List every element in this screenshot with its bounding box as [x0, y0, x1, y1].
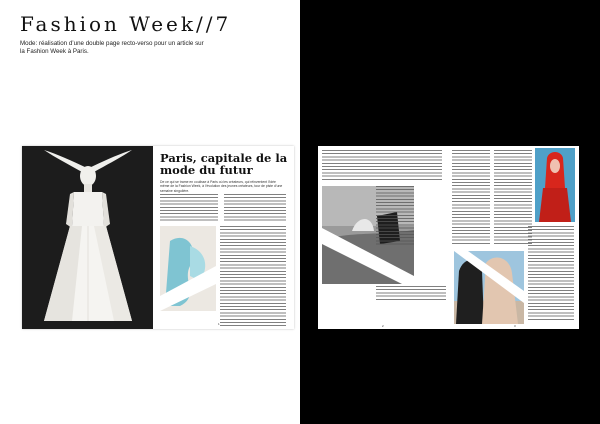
body-text-column-1 [160, 194, 218, 222]
page-title: Fashion Week//7 [20, 12, 232, 36]
body-text-column-c [528, 226, 574, 322]
red-model-illustration [535, 148, 575, 222]
body-text-column-a [452, 150, 490, 246]
body-text-column-2 [224, 194, 286, 222]
caption-text [376, 286, 446, 302]
model-illustration [22, 146, 153, 329]
photo-fabric-blue [160, 226, 216, 311]
project-caption: Mode: réalisation d’une double page recto-verso pour un article sur la Fashion Week à Paris. [20, 40, 204, 55]
right-spread [318, 146, 579, 329]
quote-text [376, 186, 414, 246]
photo-model-white-dress [22, 146, 153, 329]
intro-text [322, 150, 442, 182]
article-title: Paris, capitale de la mode du futur [160, 151, 288, 177]
left-spread [22, 146, 294, 329]
article-lead: De ce qui se trame en coulisse à Paris où les créateurs, qui réinventent l’idée même de la Fashion Week, à l’évolution des jeunes créateurs, tour de piste d’une semaine singulière. [160, 180, 283, 193]
photo-veiled-figure [454, 251, 524, 324]
body-text-column-3 [220, 226, 286, 326]
page-number-right: 3 [514, 324, 516, 328]
page-number-left: 2 [382, 324, 384, 328]
page-number: 1 [218, 322, 220, 326]
body-text-column-b [494, 150, 532, 246]
fabric-illustration [160, 226, 216, 311]
veil-illustration [454, 251, 524, 324]
photo-red-hair-model [535, 148, 575, 222]
